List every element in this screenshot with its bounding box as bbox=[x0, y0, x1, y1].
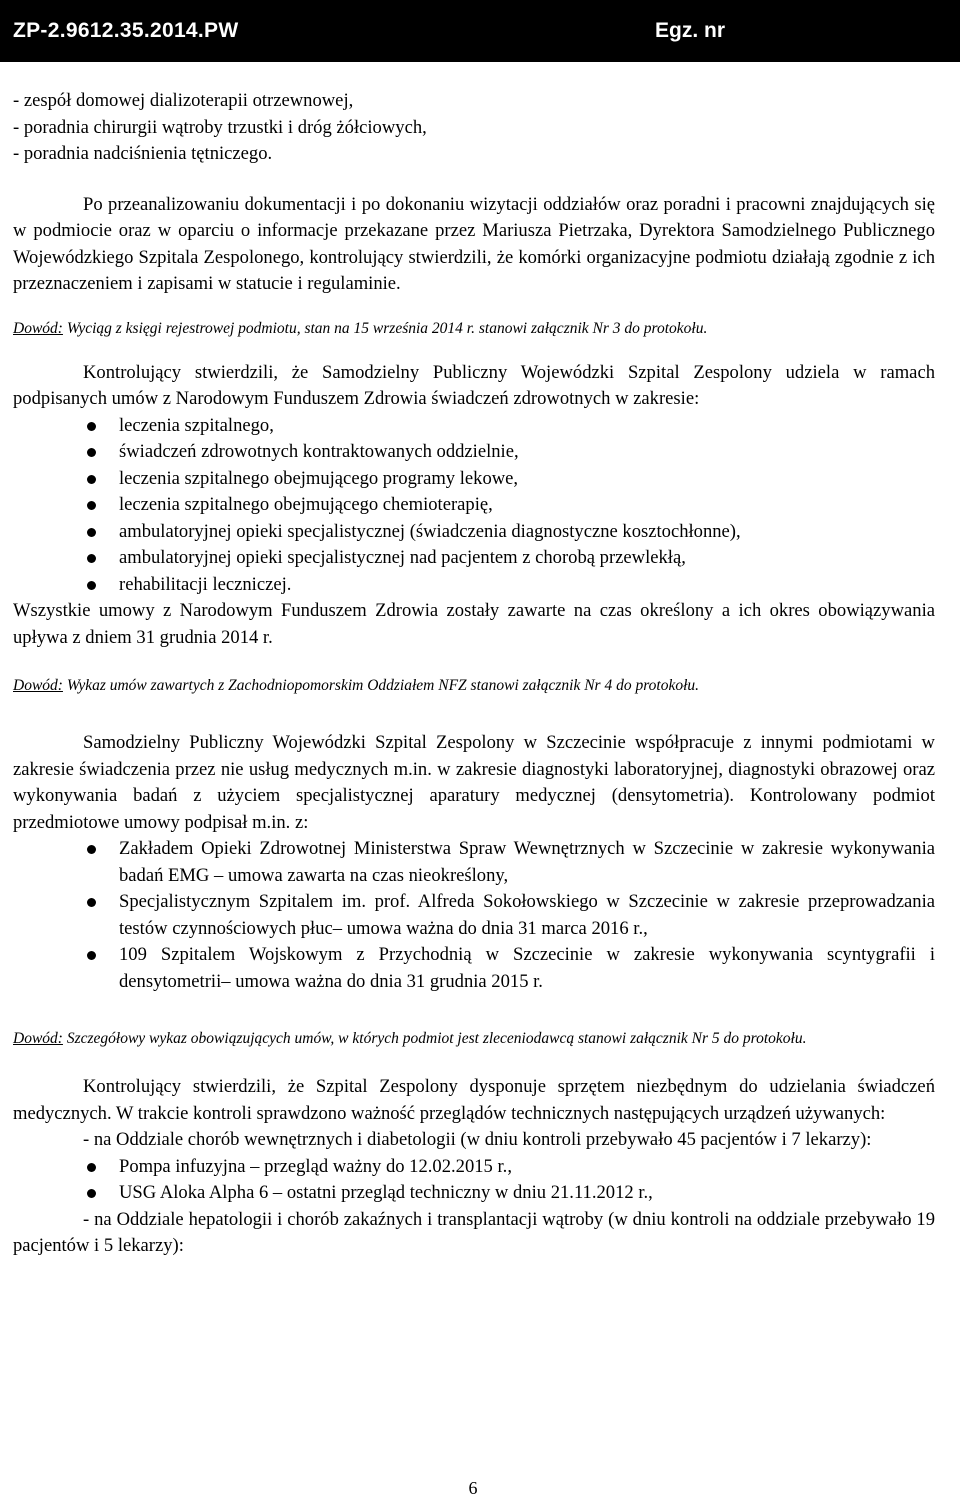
paragraph-cooperation: Samodzielny Publiczny Wojewódzki Szpital Zespolony w Szczecinie współpracuje z innymi podmiotami w zakresie świadczenia przez nie usług medycznych m.in. w zakresie diagnostyki laboratoryjnej, diagnostyki obrazowej oraz wykonywania badań z użyciem specjalistycznej aparatury medycznej (densytometria). Kontrolowany podmiot przedmiotowe umowy podpisał m.in. z: bbox=[13, 732, 935, 833]
list-item: Pompa infuzyjna – przegląd ważny do 12.02.2015 r., bbox=[13, 1154, 935, 1181]
document-code: ZP-2.9612.35.2014.PW bbox=[13, 19, 239, 42]
list-item: USG Aloka Alpha 6 – ostatni przegląd techniczny w dniu 21.11.2012 r., bbox=[13, 1180, 935, 1207]
evidence-text: Szczegółowy wykaz obowiązujących umów, w których podmiot jest zleceniodawcą stanowi załącznik Nr 5 do protokołu. bbox=[62, 1030, 807, 1047]
list-item: leczenia szpitalnego obejmującego chemioterapię, bbox=[13, 492, 935, 519]
paragraph-equipment: Kontrolujący stwierdzili, że Szpital Zespolony dysponuje sprzętem niezbędnym do udzielania świadczeń medycznych. W trakcie kontroli sprawdzono ważność przeglądów technicznych następujących urządzeń używanych: bbox=[13, 1076, 935, 1124]
bullet-icon bbox=[87, 448, 96, 457]
evidence-label: Dowód: bbox=[13, 319, 63, 337]
top-list-item: - poradnia nadciśnienia tętniczego. bbox=[13, 143, 273, 164]
equipment-list bbox=[13, 1154, 935, 1207]
nfz-services-list bbox=[13, 413, 935, 599]
list-item: ambulatoryjnej opieki specjalistycznej nad pacjentem z chorobą przewlekłą, bbox=[13, 545, 935, 572]
list-item: rehabilitacji leczniczej. bbox=[13, 572, 935, 599]
paragraph-nfz-services: Kontrolujący stwierdzili, że Samodzielny Publiczny Wojewódzki Szpital Zespolony udziela w ramach podpisanych umów z Narodowym Funduszem Zdrowia świadczeń zdrowotnych w zakresie: bbox=[13, 361, 935, 409]
paragraph-hepatology-ward: - na Oddziale hepatologii i chorób zakaźnych i transplantacji wątroby (w dniu kontroli na oddziale przebywało 19 pacjentów i 5 lekarzy): bbox=[13, 1208, 935, 1256]
paragraph-internal-ward: - na Oddziale chorób wewnętrznych i diabetologii (w dniu kontroli przebywało 45 pacjentów i 7 lekarzy): bbox=[83, 1129, 872, 1150]
bullet-icon bbox=[87, 528, 96, 537]
top-list-item: - poradnia chirurgii wątroby trzustki i dróg żółciowych, bbox=[13, 116, 427, 138]
bullet-icon bbox=[87, 1163, 96, 1172]
evidence-label: Dowód: bbox=[13, 1030, 63, 1047]
bullet-icon bbox=[87, 898, 96, 907]
cooperation-list bbox=[13, 836, 935, 995]
evidence-text: Wykaz umów zawartych z Zachodniopomorskim Oddziałem NFZ stanowi załącznik Nr 4 do protokołu. bbox=[62, 677, 700, 694]
list-item: Specjalistycznym Szpitalem im. prof. Alfreda Sokołowskiego w Szczecinie w zakresie przeprowadzania testów czynnościowych płuc– umowa ważna do dnia 31 marca 2016 r., bbox=[13, 889, 935, 942]
paragraph-analysis: Po przeanalizowaniu dokumentacji i po dokonaniu wizytacji oddziałów oraz poradni i pracowni znajdujących się w podmiocie oraz w oparciu o informacje przekazane przez Mariusza Pietrzaka, Dyrektora Samodzielnego Publicznego Wojewódzkiego Szpitala Zespolonego, kontrolujący stwierdzili, że komórki organizacyjne podmiotu działają zgodnie z ich przeznaczeniem i zapisami w statucie i regulaminie. bbox=[13, 193, 935, 294]
evidence-note-1 bbox=[13, 318, 935, 340]
page-header bbox=[0, 0, 960, 62]
bullet-icon bbox=[87, 581, 96, 590]
evidence-label: Dowód: bbox=[13, 677, 63, 694]
bullet-icon bbox=[87, 554, 96, 563]
bullet-icon bbox=[87, 422, 96, 431]
evidence-note-3 bbox=[13, 1028, 935, 1050]
list-item: 109 Szpitalem Wojskowym z Przychodnią w Szczecinie w zakresie wykonywania scyntygrafii i densytometrii– umowa ważna do dnia 31 grudnia 2015 r. bbox=[13, 942, 935, 995]
page-number: 6 bbox=[468, 1478, 478, 1498]
top-list-item: - zespół domowej dializoterapii otrzewnowej, bbox=[13, 90, 354, 111]
evidence-note-2 bbox=[13, 675, 935, 697]
list-item: leczenia szpitalnego, bbox=[13, 413, 935, 440]
bullet-icon bbox=[87, 951, 96, 960]
evidence-text: Wyciąg z księgi rejestrowej podmiotu, stan na 15 września 2014 r. stanowi załącznik Nr 3 do protokołu. bbox=[62, 319, 708, 337]
list-item: leczenia szpitalnego obejmującego programy lekowe, bbox=[13, 466, 935, 493]
bullet-icon bbox=[87, 1189, 96, 1198]
list-item: Zakładem Opieki Zdrowotnej Ministerstwa Spraw Wewnętrznych w Szczecinie w zakresie wykonywania badań EMG – umowa zawarta na czas nieokreślony, bbox=[13, 836, 935, 889]
copy-number: Egz. nr bbox=[655, 19, 726, 42]
list-item: świadczeń zdrowotnych kontraktowanych oddzielnie, bbox=[13, 439, 935, 466]
list-item: ambulatoryjnej opieki specjalistycznej (świadczenia diagnostyczne kosztochłonne), bbox=[13, 519, 935, 546]
bullet-icon bbox=[87, 845, 96, 854]
document-body bbox=[13, 88, 935, 1260]
bullet-icon bbox=[87, 475, 96, 484]
bullet-icon bbox=[87, 501, 96, 510]
paragraph-contracts-term: Wszystkie umowy z Narodowym Funduszem Zdrowia zostały zawarte na czas określony a ich okres obowiązywania upływa z dniem 31 grudnia 2014 r. bbox=[13, 600, 935, 648]
